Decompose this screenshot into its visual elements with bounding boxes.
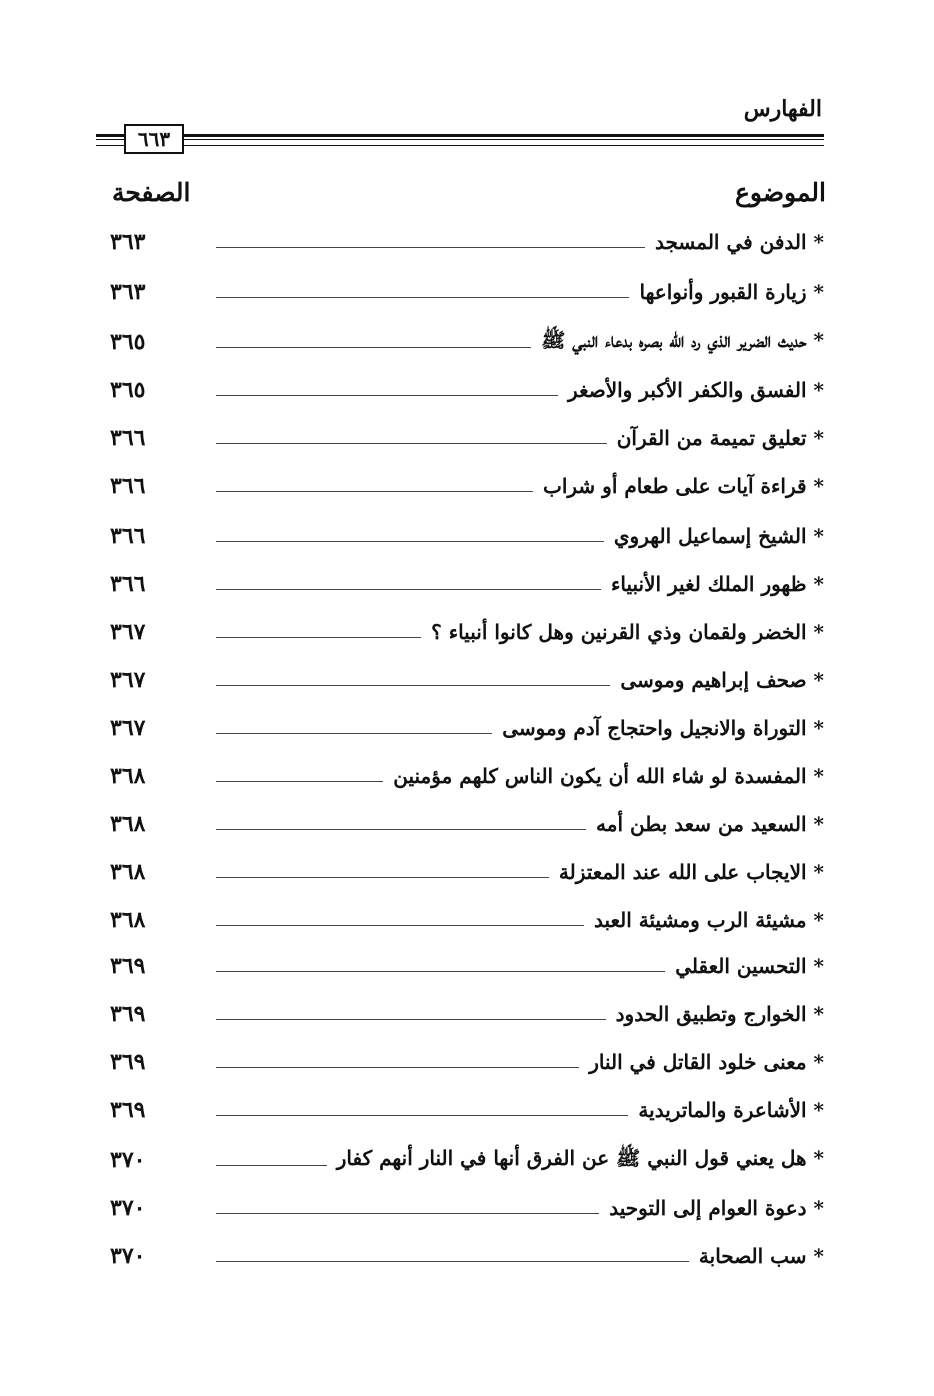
- column-heading-topic: الموضوع: [735, 178, 826, 207]
- toc-leader: [216, 541, 604, 542]
- toc-entry: [110, 1188, 824, 1228]
- toc-entry: [110, 900, 824, 940]
- toc-entry: [110, 222, 824, 262]
- toc-leader: [216, 971, 665, 972]
- toc-entry-title: * الخضر ولقمان وذي القرنين وهل كانوا أنبياء ؟: [431, 620, 824, 644]
- toc-entry-page: ٣٦٩: [110, 953, 146, 979]
- toc-entry-page: ٣٦٧: [110, 715, 146, 741]
- toc-entry: [110, 1042, 824, 1082]
- toc-leader: [216, 1213, 599, 1214]
- toc-entry-title: * الدفن في المسجد: [655, 230, 824, 254]
- toc-entry: [110, 708, 824, 748]
- toc-entry: [110, 852, 824, 892]
- toc-entry-title: * الفسق والكفر الأكبر والأصغر: [568, 378, 824, 402]
- toc-entry: [110, 564, 824, 604]
- toc-entry: [110, 756, 824, 796]
- toc-entry-page: ٣٦٥: [110, 377, 146, 403]
- toc-entry-page: ٣٦٨: [110, 859, 146, 885]
- toc-entry-title: * الشيخ إسماعيل الهروي: [613, 524, 824, 548]
- toc-entry: [110, 1236, 824, 1276]
- toc-entry-page: ٣٦٩: [110, 1001, 146, 1027]
- toc-leader: [216, 443, 607, 444]
- toc-leader: [216, 781, 383, 782]
- toc-leader: [216, 925, 584, 926]
- toc-entry: [110, 1090, 824, 1130]
- toc-entry-title: * التوراة والانجيل واحتجاج آدم وموسى: [502, 716, 824, 740]
- toc-entry: [110, 660, 824, 700]
- toc-entry: [110, 466, 824, 506]
- toc-entry-title: * معنى خلود القاتل في النار: [589, 1050, 824, 1074]
- header-rule-lines: [96, 134, 824, 146]
- toc-entry-page: ٣٦٩: [110, 1049, 146, 1075]
- toc-leader: [216, 877, 549, 878]
- toc-entry-page: ٣٦٦: [110, 473, 146, 499]
- toc-entry-title: * الأشاعرة والماتريدية: [638, 1098, 824, 1122]
- toc-leader: [216, 637, 421, 638]
- toc-entry-title: * مشيئة الرب ومشيئة العبد: [593, 908, 824, 932]
- toc-entry-title: * دعوة العوام إلى التوحيد: [609, 1196, 824, 1220]
- toc-leader: [216, 247, 645, 248]
- toc-entry-page: ٣٧٠: [110, 1195, 146, 1221]
- toc-entry-page: ٣٦٨: [110, 907, 146, 933]
- toc-entry-page: ٣٦٥: [110, 329, 146, 355]
- toc-entry-title: * الخوارج وتطبيق الحدود: [615, 1002, 824, 1026]
- toc-leader: [216, 1019, 606, 1020]
- toc-leader: [216, 491, 533, 492]
- toc-entry-page: ٣٦٦: [110, 523, 146, 549]
- toc-leader: [216, 1067, 579, 1068]
- toc-leader: [216, 733, 492, 734]
- toc-entry-title: * ظهور الملك لغير الأنبياء: [610, 572, 824, 596]
- toc-leader: [216, 589, 601, 590]
- toc-entry-page: ٣٦٦: [110, 571, 146, 597]
- toc-entry-title: * هل يعني قول النبي ﷺ عن الفرق أنها في النار أنهم كفار: [336, 1145, 824, 1170]
- toc-entry-title: * السعيد من سعد بطن أمه: [596, 812, 824, 836]
- toc-entry-title: * المفسدة لو شاء الله أن يكون الناس كلهم مؤمنين: [393, 764, 824, 788]
- toc-entry: [110, 946, 824, 986]
- toc-entry-title: * قراءة آيات على طعام أو شراب: [543, 474, 824, 498]
- toc-entry-page: ٣٦٣: [110, 279, 146, 305]
- toc-entry-title: * سب الصحابة: [698, 1244, 824, 1268]
- toc-leader: [216, 395, 558, 396]
- toc-leader: [216, 829, 586, 830]
- toc-entry: [110, 516, 824, 556]
- toc-entry-page: ٣٧٠: [110, 1243, 146, 1269]
- toc-leader: [216, 347, 531, 348]
- toc-entry: [110, 994, 824, 1034]
- toc-entry-title: * تعليق تميمة من القرآن: [616, 426, 824, 450]
- toc-entry: [110, 804, 824, 844]
- toc-entry-title: * الايجاب على الله عند المعتزلة: [558, 860, 824, 884]
- toc-entry-page: ٣٦٧: [110, 667, 146, 693]
- toc-entry-title: * التحسين العقلي: [675, 954, 824, 978]
- toc-leader: [216, 1165, 327, 1166]
- page-number: ٦٦٣: [124, 124, 184, 154]
- column-heading-page: الصفحة: [112, 178, 191, 207]
- toc-entry: [110, 370, 824, 410]
- header-rule: [96, 127, 824, 151]
- toc-entry-page: ٣٦٩: [110, 1097, 146, 1123]
- toc-entry-page: ٣٦٣: [110, 229, 146, 255]
- toc-entry-page: ٣٦٨: [110, 763, 146, 789]
- toc-entry-page: ٣٧٠: [110, 1147, 146, 1173]
- toc-entry: [110, 322, 824, 362]
- toc-entry-page: ٣٦٦: [110, 425, 146, 451]
- toc-entry-title: * صحف إبراهيم وموسى: [620, 668, 824, 692]
- toc-entry-page: ٣٦٧: [110, 619, 146, 645]
- toc-entry-page: ٣٦٨: [110, 811, 146, 837]
- toc-entry-title: * زيارة القبور وأنواعها: [639, 280, 824, 304]
- running-header-title: الفهارس: [743, 96, 822, 122]
- toc-leader: [216, 1261, 689, 1262]
- toc-leader: [216, 1115, 628, 1116]
- toc-entry-title: * حديث الضرير الذي رد الله بصره بدعاء النبي ﷺ: [541, 327, 824, 352]
- toc-entry: [110, 612, 824, 652]
- toc-leader: [216, 685, 610, 686]
- toc-entry: [110, 272, 824, 312]
- toc-leader: [216, 297, 629, 298]
- toc-entry: [110, 418, 824, 458]
- toc-entry: [110, 1140, 824, 1180]
